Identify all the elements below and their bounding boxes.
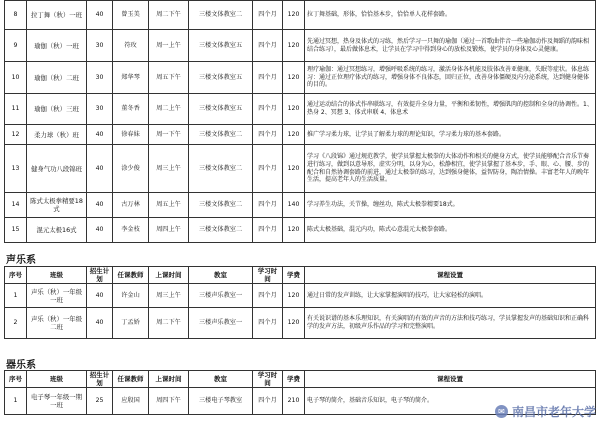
cell-students: 40 — [87, 308, 113, 339]
table-row — [5, 94, 596, 125]
cell-time: 周二下午 — [149, 308, 189, 339]
table-row — [5, 284, 596, 308]
cell-name: 瑜伽（秋）一班 — [27, 30, 87, 62]
cell-desc: 学习养生功法，关节操，缠丝功，陈式太极拳精要18式。 — [305, 193, 596, 218]
cell-room: 三楼文体教室五 — [189, 94, 253, 125]
column-header: 招生计划 — [87, 371, 113, 388]
cell-teacher: 李金枝 — [113, 218, 149, 243]
cell-teacher: 董冬香 — [113, 94, 149, 125]
cell-time: 周四下午 — [149, 388, 189, 415]
cell-teacher: 应殷国 — [113, 388, 149, 415]
column-header: 学费 — [283, 267, 305, 284]
column-header: 任课教师 — [113, 267, 149, 284]
cell-teacher: 丁孟娇 — [113, 308, 149, 339]
cell-teacher: 曾玉美 — [113, 1, 149, 30]
cell-time: 周一上午 — [149, 30, 189, 62]
cell-name: 混元太极16式 — [27, 218, 87, 243]
cell-no: 9 — [5, 30, 27, 62]
cell-duration: 四个月 — [253, 218, 283, 243]
column-header: 任课教师 — [113, 371, 149, 388]
cell-no: 10 — [5, 62, 27, 94]
cell-time: 周四上午 — [149, 218, 189, 243]
cell-no: 11 — [5, 94, 27, 125]
section-title-instrument: 器乐系 — [6, 360, 36, 371]
column-header: 招生计划 — [87, 267, 113, 284]
cell-room: 三楼电子琴教室 — [189, 388, 253, 415]
cell-teacher: 许金山 — [113, 284, 149, 308]
section-title-vocal: 声乐系 — [6, 255, 36, 266]
cell-room: 三楼文体教室二 — [189, 193, 253, 218]
wechat-icon: ✉ — [495, 405, 508, 418]
cell-time: 周三上午 — [149, 284, 189, 308]
cell-duration: 四个月 — [253, 308, 283, 339]
cell-name: 健身气功八段锦班 — [27, 145, 87, 193]
cell-duration: 四个月 — [253, 284, 283, 308]
cell-desc: 拉丁舞基础，形体，恰恰基本步，恰恰单人花样套路。 — [305, 1, 596, 30]
column-header: 学习时间 — [253, 371, 283, 388]
cell-desc: 通过运动结合的体式作串联练习，有效提升全身力量，平衡和柔韧性，增强肌肉的控制和全身的协调性。1、热身 2、冥想 3、体式串联 4、体息术 — [305, 94, 596, 125]
cell-teacher: 郑华琴 — [113, 62, 149, 94]
cell-no: 2 — [5, 308, 27, 339]
cell-duration: 四个月 — [253, 125, 283, 145]
column-header: 序号 — [5, 267, 27, 284]
cell-name: 瑜伽（秋）二班 — [27, 62, 87, 94]
table-row — [5, 125, 596, 145]
cell-time: 周三上午 — [149, 145, 189, 193]
cell-desc: 陈式太极基础，混元内功，陈式心意混元太极拳套路。 — [305, 218, 596, 243]
cell-room: 三楼声乐教室一 — [189, 308, 253, 339]
column-header: 课程设置 — [305, 371, 596, 388]
cell-teacher: 涂少俊 — [113, 145, 149, 193]
cell-desc: 先通过冥想，热身及体式的习练，然后学习一只舞的瑜伽（通过一首歌曲伴音一些瑜伽动作及舞蹈的韵味相结合练习），最后做体息术，让学员在学习中得到身心的放松及锻炼，使学员的身体及心灵健康。 — [305, 30, 596, 62]
cell-time: 周一下午 — [149, 125, 189, 145]
cell-fee: 120 — [283, 1, 305, 30]
cell-students: 30 — [87, 30, 113, 62]
cell-fee: 210 — [283, 388, 305, 415]
column-header: 学费 — [283, 371, 305, 388]
cell-fee: 120 — [283, 308, 305, 339]
column-header: 班级 — [27, 371, 87, 388]
column-header: 序号 — [5, 371, 27, 388]
cell-room: 三楼文体教室二 — [189, 218, 253, 243]
column-header: 学习时间 — [253, 267, 283, 284]
table-row — [5, 1, 596, 30]
cell-desc: 推广学习柔力球，让学员了解柔力球的理论知识，学习柔力球的基本套路。 — [305, 125, 596, 145]
table-row — [5, 62, 596, 94]
cell-name: 电子琴一年级一期一班 — [27, 388, 87, 415]
table-row — [5, 145, 596, 193]
cell-students: 40 — [87, 284, 113, 308]
cell-desc: 电子琴的简介，基础音乐知识，电子琴的简介。 — [305, 388, 596, 415]
cell-duration: 四个月 — [253, 193, 283, 218]
cell-time: 周五下午 — [149, 62, 189, 94]
cell-fee: 120 — [283, 62, 305, 94]
cell-name: 陈式太极拳精要18式 — [27, 193, 87, 218]
cell-desc: 理疗瑜伽：通过冥想练习，增强呼吸系统的练习，激活身体各机能及肢体改善亚健康，失眠等症状。体息练习：通过正位理疗体式的练习，增强身体不良体态，回归正位，改善身体僵硬及内分泌系统，达到健身健体的目的。 — [305, 62, 596, 94]
cell-students: 40 — [87, 125, 113, 145]
cell-name: 声乐（秋）一年级一班 — [27, 284, 87, 308]
cell-room: 三楼文体教室五 — [189, 30, 253, 62]
cell-room: 三楼文体教室二 — [189, 145, 253, 193]
cell-room: 三楼声乐教室一 — [189, 284, 253, 308]
column-header: 上课时间 — [149, 371, 189, 388]
cell-fee: 140 — [283, 193, 305, 218]
table-row — [5, 30, 596, 62]
cell-time: 周二上午 — [149, 94, 189, 125]
cell-duration: 四个月 — [253, 145, 283, 193]
vocal-table — [4, 266, 596, 339]
cell-no: 8 — [5, 1, 27, 30]
cell-teacher: 符玫 — [113, 30, 149, 62]
cell-fee: 120 — [283, 30, 305, 62]
cell-name: 瑜伽（秋）三班 — [27, 94, 87, 125]
column-header: 上课时间 — [149, 267, 189, 284]
cell-fee: 120 — [283, 284, 305, 308]
cell-fee: 120 — [283, 125, 305, 145]
cell-no: 15 — [5, 218, 27, 243]
cell-fee: 120 — [283, 145, 305, 193]
table-row — [5, 193, 596, 218]
cell-time: 周五上午 — [149, 193, 189, 218]
cell-time: 周二下午 — [149, 1, 189, 30]
cell-students: 40 — [87, 145, 113, 193]
cell-fee: 120 — [283, 94, 305, 125]
cell-duration: 四个月 — [253, 388, 283, 415]
cell-no: 12 — [5, 125, 27, 145]
cell-students: 30 — [87, 62, 113, 94]
cell-room: 三楼文体教室二 — [189, 125, 253, 145]
cell-teacher: 徐春妹 — [113, 125, 149, 145]
watermark — [495, 403, 596, 420]
cell-no: 14 — [5, 193, 27, 218]
cell-no: 13 — [5, 145, 27, 193]
cell-duration: 四个月 — [253, 1, 283, 30]
cell-no: 1 — [5, 284, 27, 308]
cell-duration: 四个月 — [253, 62, 283, 94]
cell-desc: 有关说识谱的基本乐理知识，有关演唱的有效的声音的方法和技巧练习，学员掌握发声的基础知识和正确科学的发声方法，初级声乐作品的学习和完整演唱。 — [305, 308, 596, 339]
cell-no: 1 — [5, 388, 27, 415]
cell-name: 声乐（秋）一年级二班 — [27, 308, 87, 339]
table-row — [5, 218, 596, 243]
top-table — [4, 0, 596, 243]
column-header: 班级 — [27, 267, 87, 284]
column-header: 课程设置 — [305, 267, 596, 284]
cell-students: 40 — [87, 193, 113, 218]
table-row — [5, 308, 596, 339]
cell-duration: 四个月 — [253, 94, 283, 125]
cell-duration: 四个月 — [253, 30, 283, 62]
column-header: 教室 — [189, 267, 253, 284]
cell-desc: 学习《八段锦》通过规范教学，使学员掌握太极拳的大体动作和相关的健身方式，使学员能够配合音乐节奏进行练习，做到以意导形，虚实分明，以身为心，松静相宜，使学员掌握了基本步，手、眼、心、腰、步的配合和自然协调套路的前进，通过太极拳的练习，达到强身健体，益智防身，陶冶情操。丰富老年人的晚年生活，提高老年人的生活质量。 — [305, 145, 596, 193]
cell-room: 三楼文体教室二 — [189, 1, 253, 30]
cell-name: 柔力球（秋）班 — [27, 125, 87, 145]
cell-fee: 120 — [283, 218, 305, 243]
watermark-text: 南昌市老年大学 — [511, 405, 596, 419]
cell-name: 拉丁舞（秋）一班 — [27, 1, 87, 30]
cell-teacher: 古万林 — [113, 193, 149, 218]
cell-students: 40 — [87, 1, 113, 30]
column-header: 教室 — [189, 371, 253, 388]
cell-students: 40 — [87, 218, 113, 243]
cell-students: 25 — [87, 388, 113, 415]
cell-students: 30 — [87, 94, 113, 125]
cell-desc: 通过日常的发声训练，让大家掌握演唱的技巧，让大家轻松的演唱。 — [305, 284, 596, 308]
cell-room: 三楼文体教室五 — [189, 62, 253, 94]
